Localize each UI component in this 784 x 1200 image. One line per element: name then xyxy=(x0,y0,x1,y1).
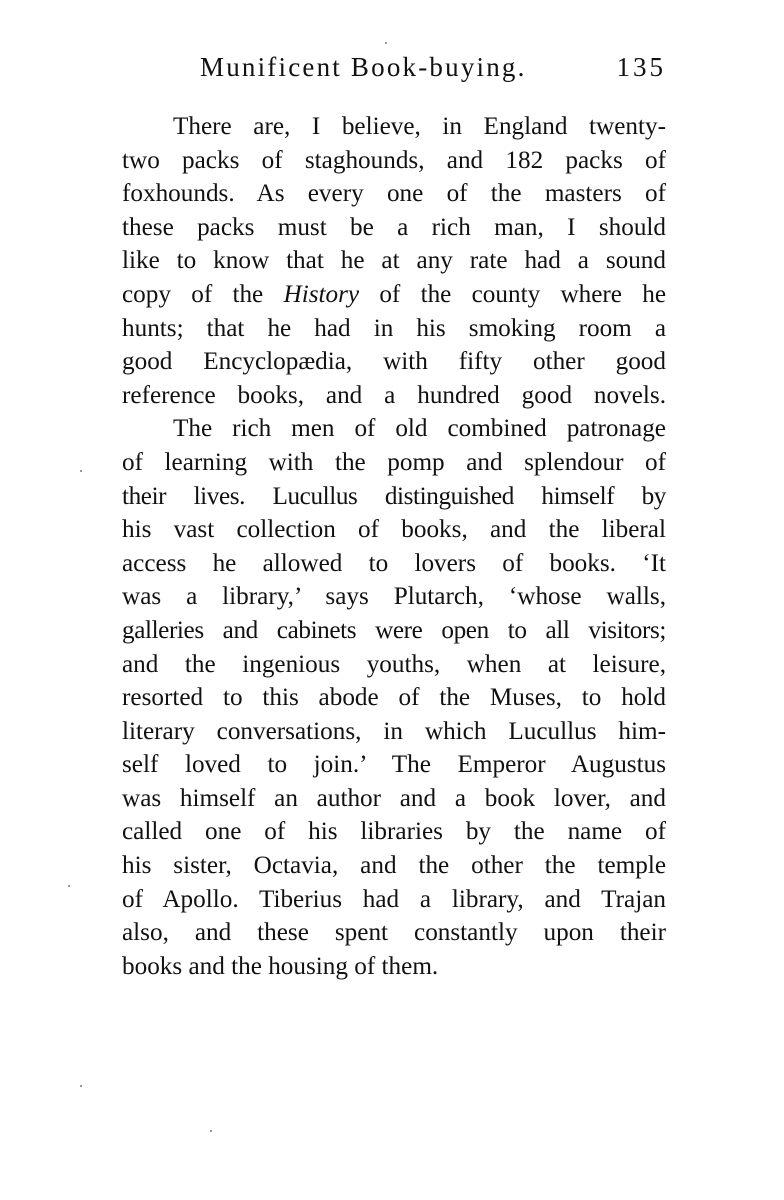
text-segment: copy of the xyxy=(122,280,284,308)
paragraph-1 xyxy=(122,110,666,412)
text-line: access he allowed to lovers of books. ‘It xyxy=(122,549,666,577)
text-line: and the ingenious youths, when at leisure, xyxy=(122,650,666,678)
text-line xyxy=(122,278,666,312)
text-line: was himself an author and a book lover, and xyxy=(122,784,666,812)
text-line: books and the housing of them. xyxy=(122,952,439,980)
text-line: like to know that he at any rate had a sound xyxy=(122,247,666,275)
text-line: The rich men of old combined patronage xyxy=(173,415,666,443)
scan-speck xyxy=(80,1085,82,1087)
italic-title: History xyxy=(283,280,360,308)
text-line: good Encyclopædia, with fifty other good xyxy=(122,348,666,376)
scan-speck xyxy=(80,470,82,472)
scan-speck xyxy=(68,885,70,887)
text-line: There are, I believe, in England twenty- xyxy=(173,113,666,140)
text-line: his sister, Octavia, and the other the temple xyxy=(122,852,666,880)
text-line: reference books, and a hundred good novels. xyxy=(122,381,666,409)
scan-speck xyxy=(385,42,387,44)
running-title: Munificent Book-buying. xyxy=(200,52,527,82)
text-line: of Apollo. Tiberius had a library, and Trajan xyxy=(122,885,666,913)
page-body xyxy=(122,110,666,983)
text-line: their lives. Lucullus distinguished himself by xyxy=(122,482,666,510)
text-line: these packs must be a rich man, I should xyxy=(122,213,666,241)
text-line: resorted to this abode of the Muses, to hold xyxy=(122,684,666,712)
text-line: his vast collection of books, and the liberal xyxy=(122,516,666,544)
text-line: galleries and cabinets were open to all visitors; xyxy=(122,616,666,644)
text-line: was a library,’ says Plutarch, ‘whose walls, xyxy=(122,583,666,611)
text-line: self loved to join.’ The Emperor Augustus xyxy=(122,751,666,779)
text-segment: of the county where he xyxy=(359,280,667,308)
text-line: of learning with the pomp and splendour of xyxy=(122,448,666,476)
text-line: hunts; that he had in his smoking room a xyxy=(122,314,666,342)
running-header xyxy=(200,52,666,83)
text-line: called one of his libraries by the name of xyxy=(122,818,666,846)
page-number: 135 xyxy=(616,52,666,82)
text-line: foxhounds. As every one of the masters of xyxy=(122,180,666,208)
text-line: also, and these spent constantly upon their xyxy=(122,919,666,947)
paragraph-2 xyxy=(122,412,666,983)
text-line: literary conversations, in which Lucullus him- xyxy=(122,717,666,745)
text-line: two packs of staghounds, and 182 packs of xyxy=(122,146,666,174)
scan-speck xyxy=(210,1130,212,1132)
